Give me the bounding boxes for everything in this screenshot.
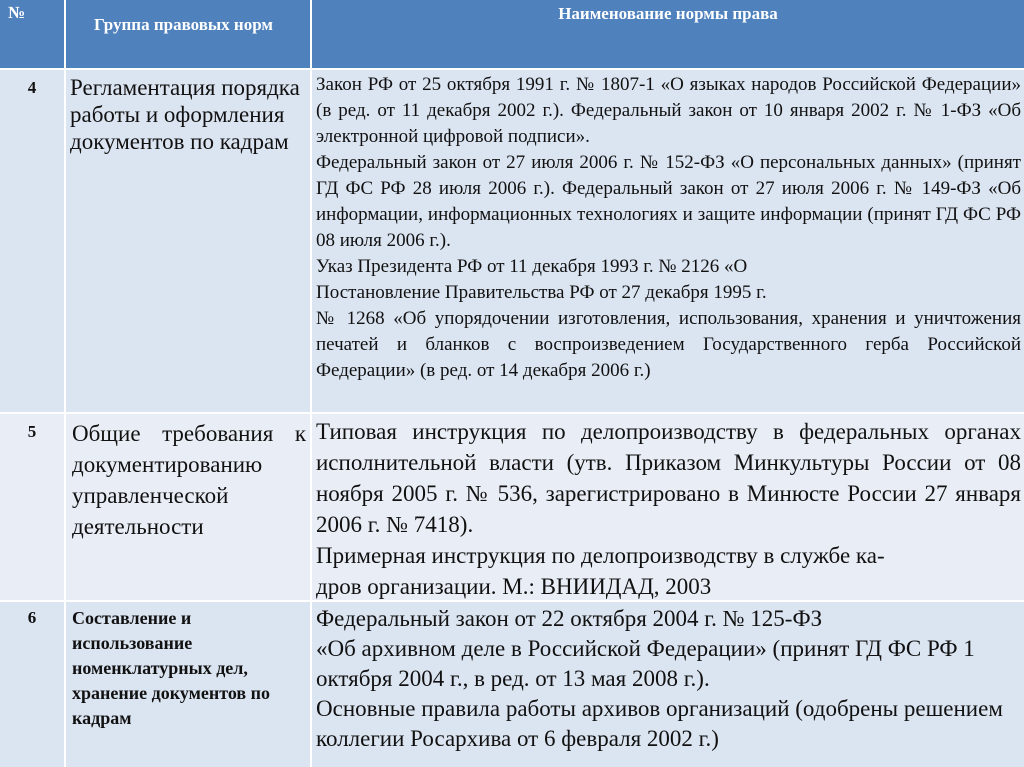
norm-paragraph: Основные правила работы архивов организаций (одобрены решением коллегии Росархива от 6 февраля 2002 г.) [316, 696, 1003, 751]
row-6-number: 6 [0, 602, 64, 767]
header-group: Группа правовых норм [66, 0, 310, 68]
norm-paragraph: Примерная инструкция по делопроизводству в службе ка- [316, 543, 885, 568]
norm-paragraph: № 1268 «Об упорядочении изготовления, использования, хранения и уничтожения печатей и бланков с воспроизведением Государственного герба Российской Федерации» (в ред. от 14 декабря 2006 г.) [316, 308, 1021, 381]
row-5-norm-name [312, 414, 1024, 600]
norm-paragraph: Постановление Правительства РФ от 27 декабря 1995 г. [316, 282, 767, 303]
norm-paragraph: Федеральный закон от 22 октября 2004 г. № 125-ФЗ [316, 606, 823, 631]
row-4-group: Регламентация порядка работы и оформления документов по кадрам [66, 70, 310, 412]
row-5-group: Общие требования к документированию управленческой деятельности [66, 414, 310, 600]
norm-paragraph: «Об архивном деле в Российской Федерации» (принят ГД ФС РФ 1 октября 2004 г., в ред. от 13 мая 2008 г.). [316, 636, 975, 691]
norm-paragraph: Указ Президента РФ от 11 декабря 1993 г. № 2126 «О [316, 256, 748, 277]
norm-paragraph: Типовая инструкция по делопроизводству в федеральных органах исполнительной власти (утв. Приказом Минкультуры России от 08 ноября 2005 г. № 536, зарегистрировано в Минюсте России 27 января 2006 г. № 7418). [316, 419, 1021, 537]
norm-paragraph: Закон РФ от 25 октября 1991 г. № 1807-1 «О языках народов Российской Федерации» (в ред. от 11 декабря 2002 г.). Федеральный закон от 10 января 2002 г. № 1-ФЗ «Об электронной цифровой подписи». [316, 74, 1021, 147]
header-number: № [0, 0, 64, 68]
header-norm-name: Наименование нормы права [312, 0, 1024, 68]
row-6-group: Составление и использование номенклатурных дел, хранение документов по кадрам [66, 602, 310, 767]
norm-paragraph: Федеральный закон от 27 июля 2006 г. № 152-ФЗ «О персональных данных» (принят ГД ФС РФ 28 июля 2006 г.). Федеральный закон от 27 июля 2006 г. № 149-ФЗ «Об информации, информационных технологиях и защите информации (принят ГД ФС РФ 08 июля 2006 г.). [316, 152, 1021, 251]
row-6-norm-name [312, 602, 1024, 767]
norm-paragraph: дров организации. М.: ВНИИДАД, 2003 [316, 574, 712, 599]
row-4-number: 4 [0, 70, 64, 412]
row-4-norm-name [312, 70, 1024, 412]
row-5-number: 5 [0, 414, 64, 600]
